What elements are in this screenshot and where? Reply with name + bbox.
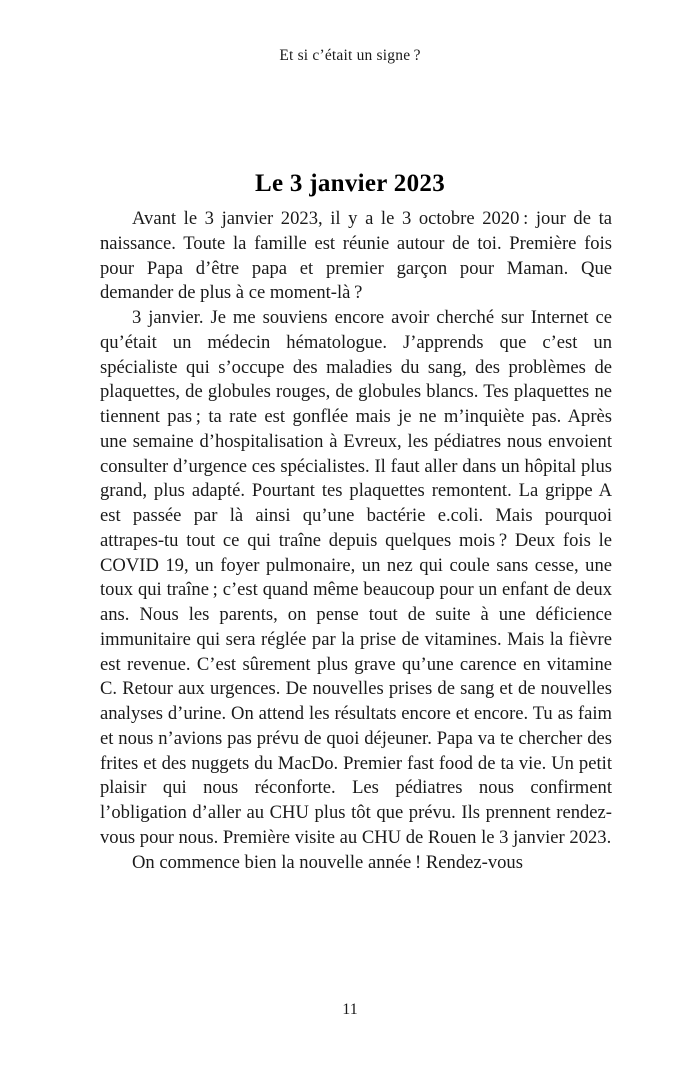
chapter-title: Le 3 janvier 2023	[254, 169, 446, 197]
paragraph-2: 3 janvier. Je me souviens encore avoir cherché sur Internet ce qu’était un médecin hématologue. J’apprends que c’est un spécialiste qui s’occupe des maladies du sang, des problèmes de plaquettes, de globules rouges, de globules blancs. Tes plaquettes ne tiennent pas ; ta rate est gonflée mais je ne m’inquiète pas. Après une semaine d’hospitalisation à Evreux, les pédiatres nous envoient consulter d’urgence ces spécialistes. Il faut aller dans un hôpital plus grand, plus adapté. Pourtant tes plaquettes remontent. La grippe A est passée par là ainsi qu’une bactérie e.coli. Mais pourquoi attrapes-tu tout ce qui traîne depuis quelques mois ? Deux fois le COVID 19, un foyer pulmonaire, un nez qui coule sans cesse, une toux qui traîne ; c’est quand même beaucoup pour un enfant de deux ans. Nous les parents, on pense tout de suite à une déficience immunitaire qui sera réglée par la prise de vitamines. Mais la fièvre est revenue. C’est sûrement plus grave qu’une carence en vitamine C. Retour aux urgences. De nouvelles prises de sang et de nouvelles analyses d’urine. On attend les résultats encore et encore. Tu as faim et nous n’avions pas prévu de quoi déjeuner. Papa va te chercher des frites et des nuggets du MacDo. Premier fast food de ta vie. Un petit plaisir qui nous réconforte. Les pédiatres nous confirment l’obligation d’aller au CHU plus tôt que prévu. Ils prennent rendez-vous pour nous. Première visite au CHU de Rouen le 3 janvier 2023.	[100, 307, 612, 848]
paragraph-3: On commence bien la nouvelle année ! Rendez-vous	[132, 851, 523, 873]
body-text	[100, 207, 612, 875]
running-head: Et si c’était un signe ?	[279, 47, 421, 64]
page-number: 11	[342, 1001, 358, 1018]
paragraph-1: Avant le 3 janvier 2023, il y a le 3 octobre 2020 : jour de ta naissance. Toute la famille est réunie autour de toi. Première fois pour Papa d’être papa et premier garçon pour Maman. Que demander de plus à ce moment-là ?	[100, 208, 612, 304]
